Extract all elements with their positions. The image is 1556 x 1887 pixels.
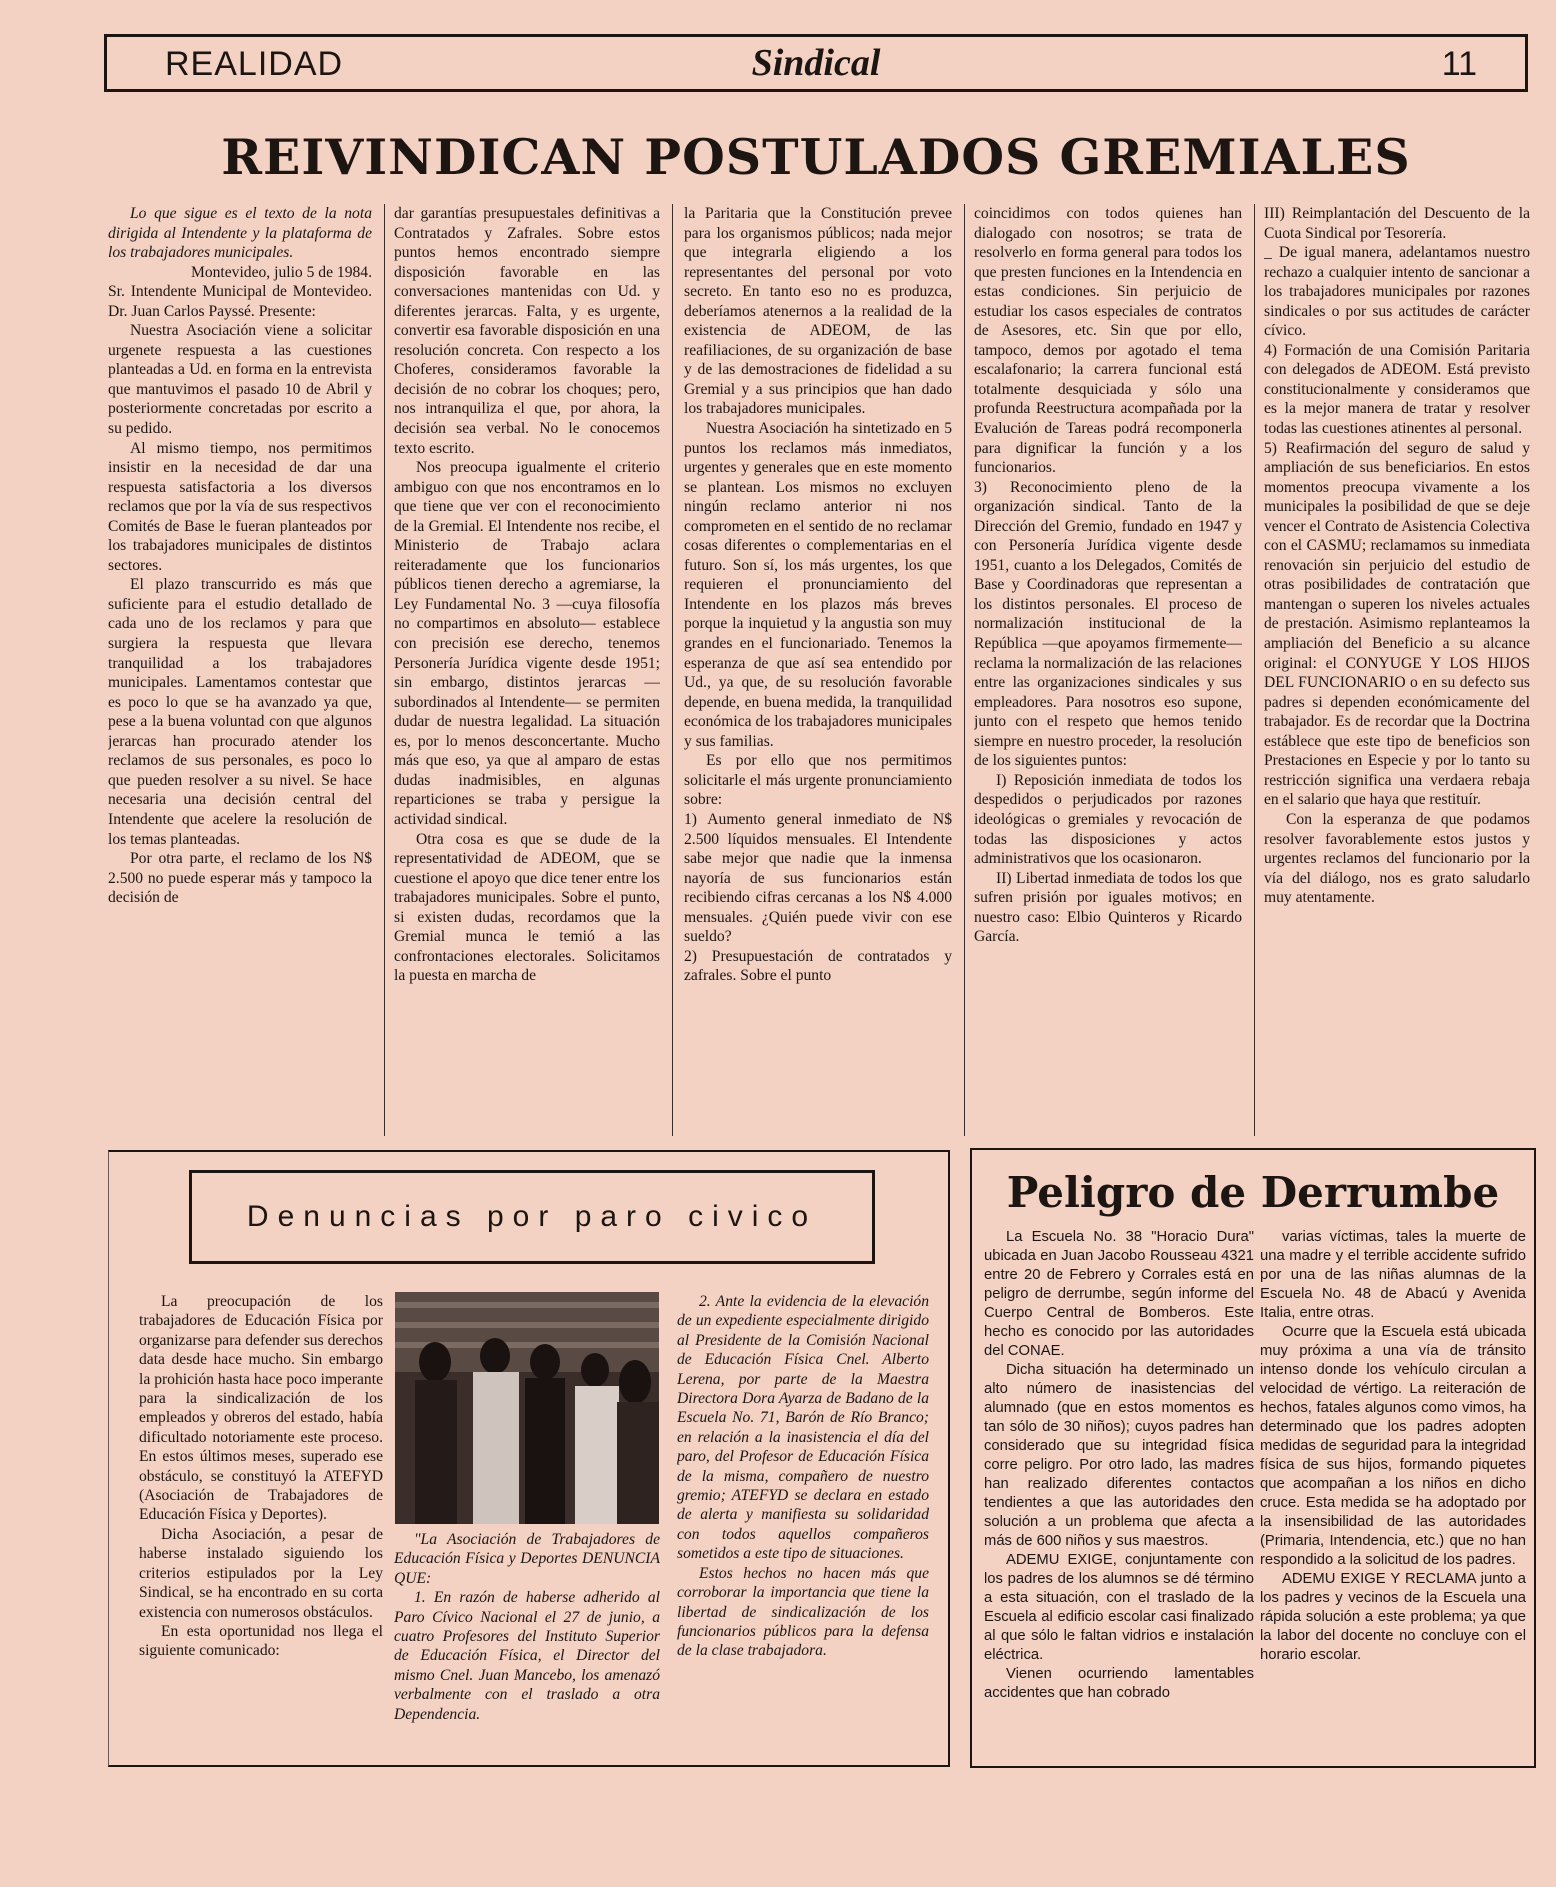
article-paragraph: Otra cosa es que se dude de la representatividad de ADEOM, que se cuestione el apoyo que dice tener entre los trabajadores municipales. Sobre el punto, si existen dudas, recordamos que la Gremial munca le temió a las confrontaciones electorales. Solicitamos la puesta en marcha de [394,830,660,985]
peligro-paragraph: Vienen ocurriendo lamentables accidentes que han cobrado [984,1666,1254,1701]
peligro-paragraph: ADEMU EXIGE, conjuntamente con los padres de los alumnos se dé término a esta situación, con el traslado de la Escuela al edificio escolar casi finalizado al que sólo le faltan vidrios e instalación eléctrica. [984,1552,1254,1663]
article-paragraph: Nuestra Asociación ha sintetizado en 5 puntos los reclamos más inmediatos, urgentes y generales que en este momento se plantean. Los mismos no excluyen ningún reclamo anterior ni nos comprometen en el sentido de no reclamar cosas diferentes o complementarias en el futuro. Son sí, los más urgentes, los que requieren el pronunciamiento del Intendente en los plazos más breves porque la inquietud y la angustia son muy grandes en el funcionariado. Tenemos la esperanza de que así sea entendido por Ud., ya que, de su resolución favorable depende, en buena medida, la tranquilidad económica de los trabajadores municipales y sus familias. [684,420,952,750]
caption-paragraph: "La Asociación de Trabajadores de Educación Física y Deportes DENUNCIA QUE: [394,1531,660,1587]
article-column-5 [1264,204,1530,1139]
article-paragraph: Por otra parte, el reclamo de los N$ 2.500 no puede esperar más y tampoco la decisión de [108,850,372,907]
page-number: 11 [1441,45,1477,83]
article-paragraph: Nos preocupa igualmente el criterio ambiguo con que nos encontramos en lo que tiene que ver con el reconocimiento de la Gremial. El Intendente nos recibe, el Ministerio de Trabajo aclara reiteradamente que los funcionarios públicos tienen derecho a agremiarse, la Ley Fundamental No. 3 —cuya filosofía no compartimos en absoluto— establece con precisión ese derecho, tenemos Personería Jurídica vigente desde 1951; sin embargo, distintos jerarcas —subordinados al Intendente— se permiten dudar de nuestra legalidad. La situación es, por lo menos desconcertante. Mucho más que eso, ya que al amparo de estas dudas inadmisibles, en algunas reparticiones se traba y persigue la actividad sindical. [394,459,660,828]
denuncias-title: Denuncias por paro civico [189,1170,875,1264]
article-paragraph: 2) Presupuestación de contratados y zafrales. Sobre el punto [684,947,952,985]
article-paragraph: II) Libertad inmediata de todos los que sufren prisión por iguales motivos; en nuestro caso: Elbio Quinteros y Ricardo García. [974,869,1242,946]
denuncias-paragraph: Dicha Asociación, a pesar de haberse instalado siguiendo los criterios estipulados por la Ley Sindical, se ha encontrado en su corta existencia con numerosos obstáculos. [139,1525,383,1621]
article-paragraph: III) Reimplantación del Descuento de la Cuota Sindical por Tesorería. [1264,205,1530,242]
peligro-article [970,1148,1536,1768]
column-divider [384,204,385,1136]
denuncias-column-left [139,1292,383,1762]
denuncias-column-right [677,1292,929,1762]
article-paragraph: _ De igual manera, adelantamos nuestro rechazo a cualquier intento de sancionar a los trabajadores municipales por razones sindicales o por sus actitudes de carácter cívico. [1264,244,1530,340]
article-paragraph: coincidimos con todos quienes han dialogado con nosotros; se trata de resolverlo en forma general para todos los que presten funciones en la Intendencia en estas condiciones. Sin perjuicio de estudiar los casos especiales de contratos de Asesores, etc. Sin que por ello, tampoco, demos por agotado el tema escalafonario; la carrera funcional está totalmente desquiciada y sólo una profunda Reestructura acompañada por la Evalución de Tareas podrá recomponerla para dignificar la función y a los funcionarios. [974,205,1242,477]
article-paragraph: El plazo transcurrido es más que suficiente para el estudio detallado de cada uno de los reclamos y para que surgiera la respuesta que llevara tranquilidad a los trabajadores municipales. Lamentamos contestar que es poco lo que se ha avanzado ya que, pese a la buena voluntad con que algunos jerarcas han procurado atender los reclamos de sus personales, es poco lo que pueden resolver a su nivel. Se hace necesaria una decisión central del Intendente que acelere la resolución de los temas planteadas. [108,576,372,848]
column-divider [964,204,965,1136]
photo-group-of-people [395,1292,659,1524]
article-paragraph: 1) Aumento general inmediato de N$ 2.500 líquidos mensuales. El Intendente sabe mejor que nadie que la inmensa nayoría de sus funcionarios están recibiendo cifras cercanas a los N$ 4.000 mensuales. ¿Quién puede vivir con ese sueldo? [684,810,952,946]
section-name: REALIDAD [165,45,344,83]
peligro-paragraph: Dicha situación ha determinado un alto número de inasistencias del alumnado (que en estos momentos es tan sólo de 30 niños); cuyos padres han considerado que su integridad física corre peligro. Por otro lado, las madres han realizado diferentes contactos tendientes a que las autoridades den solución a un problema que afecta a más de 600 niños y sus maestros. [984,1362,1254,1549]
article-paragraph: I) Reposición inmediata de todos los despedidos o perjudicados por razones ideológicas o gremiales y revocación de todas las disposiciones y actos administrativos que los ocasionaron. [974,771,1242,868]
article-paragraph: la Paritaria que la Constitución prevee para los organismos públicos; nada mejor que integrarla eligiendo a los representantes del personal por voto secreto. En tanto eso no es produzca, deberíamos atenernos a la realidad de la existencia de ADEOM, de las reafiliaciones, de su organización de base y de las demostraciones de fidelidad a su Gremial y a sus principios que han dado los trabajadores municipales. [684,205,952,418]
section-subtitle: Sindical [751,42,881,84]
denuncias-paragraph: La preocupación de los trabajadores de Educación Física por organizarse para defender sus derechos data desde hace mucho. Sin embargo la prohición hasta hace poco imperante para la sindicalización de los empleados y obreros del estado, había dificultado notoriamente este proceso. En estos últimos meses, superado ese obstáculo, se constituyó la ATEFYD (Asociación de Trabajadores de Educación Física y Deportes). [139,1293,383,1524]
column-divider [1254,204,1255,1136]
photo-caption [394,1530,660,1756]
article-paragraph: dar garantías presupuestales definitivas a Contratados y Zafrales. Sobre estos puntos hemos encontrado siempre disposición favorable en las conversaciones mantenidas con Ud. y diferentes jerarcas. Falta, y es urgente, convertir esa favorable disposición en una resolución concreta. Con respecto a los Choferes, consideramos favorable la decisión de no cobrar los choques; pero, nos intranquiliza el que, por ahora, la decisión sea verbal. No le conocemos texto escrito. [394,205,660,457]
main-headline: REIVINDICAN POSTULADOS GREMIALES [221,128,1411,186]
peligro-paragraph: Ocurre que la Escuela está ubicada muy próxima a una vía de tránsito intenso donde los vehículo circulan a velocidad de vértigo. La reiteración de hechos, fatales algunos como vimos, ha determinado que los padres adopten medidas de seguridad para la integridad física de sus hijos, formando piquetes que acompañan a los niños en dicho cruce. Esta medida se ha adoptado por la insensibilidad de las autoridades (Primaria, Intendencia, etc.) que no han respondido a la solicitud de los padres. [1260,1324,1526,1568]
column-divider [672,204,673,1136]
peligro-title: Peligro de Derrumbe [1006,1168,1500,1217]
article-paragraph: 4) Formación de una Comisión Paritaria con delegados de ADEOM. Está previsto constitucionalmente y consideramos que es la mejor manera de tratar y resolver todas las cuestiones atinentes al personal. [1264,341,1530,438]
article-column-1 [108,204,372,1139]
article-column-4 [974,204,1242,1139]
peligro-column-left [984,1228,1254,1758]
article-paragraph: Lo que sigue es el texto de la nota dirigida al Intendente y la plataforma de los trabajadores municipales. [108,205,372,262]
denuncias-article [108,1150,950,1767]
article-paragraph: 5) Reafirmación del seguro de salud y ampliación de sus beneficiarios. En estos momentos preocupa vivamente a los municipales la posibilidad de que se deje vencer el Contrato de Asistencia Colectiva con el CASMU; reclamamos su inmediata renovación sin perjuicio del estudio de otras posibilidades de contratación que mantengan o superen los niveles actuales de prestación. Asimismo replanteamos la ampliación del Beneficio a su alcance original: el CONYUGE Y LOS HIJOS DEL FUNCIONARIO o en su defecto sus padres si dependen económicamente del trabajador. Es de recordar que la Doctrina estáblece que este tipo de beneficios son Prestaciones en Especie y por lo tanto su restricción significa una verdaera rebaja en el salario que haya que restituír. [1264,439,1530,809]
article-column-2 [394,204,660,1139]
article-paragraph: Montevideo, julio 5 de 1984. [190,263,372,281]
denuncias-paragraph: 2. Ante la evidencia de la elevación de un expediente especialmente dirigido al Presidente de la Comisión Nacional de Educación Física Cnel. Alberto Lerena, por parte de la Maestra Directora Dora Ayarza de Badano de la Escuela No. 71, Barón de Río Branco; en relación a la inasistencia el día del paro, del Profesor de Educación Física de la misma, compañero de nuestro gremio; ATEFYD se declara en estado de alerta y manifiesta su solidaridad con todos aquellos compañeros sometidos a este tipo de situaciones. [677,1293,929,1563]
article-paragraph: Al mismo tiempo, nos permitimos insistir en la necesidad de dar una respuesta satisfactoria a los diversos reclamos que por la vía de sus respectivos Comités de Base le fueran planteados por los trabajadores municipales de distintos sectores. [108,439,372,574]
masthead [104,34,1528,92]
peligro-paragraph: ADEMU EXIGE Y RECLAMA junto a los padres y vecinos de la Escuela una rápida solución a este problema; ya que la labor del docente no concluye con el horario escolar. [1260,1571,1526,1663]
article-column-3 [684,204,952,1139]
article-paragraph: Nuestra Asociación viene a solicitar urgenete respuesta a las cuestiones planteadas a Ud. en forma en la entrevista que mantuvimos el pasado 10 de Abril y posteriormente concretadas por escrito a su pedido. [108,322,372,438]
denuncias-paragraph: Estos hechos no hacen más que corroborar la importancia que tiene la libertad de sindicalización de los funcionarios públicos para la defensa de la clase trabajadora. [677,1564,929,1660]
article-paragraph: Con la esperanza de que podamos resolver favorablemente estos justos y urgentes reclamos del funcionario por la vía del diálogo, nos es grato saludarlo muy atentamente. [1264,810,1530,907]
article-paragraph: Es por ello que nos permitimos solicitarle el más urgente pronunciamiento sobre: [684,752,952,809]
peligro-column-right [1260,1228,1526,1758]
article-paragraph: Sr. Intendente Municipal de Montevideo. Dr. Juan Carlos Payssé. Presente: [108,283,372,320]
caption-paragraph: 1. En razón de haberse adherido al Paro Cívico Nacional el 27 de junio, a cuatro Profesores del Instituto Superior de Educación Física, el Director del mismo Cnel. Juan Mancebo, los amenazó verbalmente con el traslado a otra Dependencia. [394,1589,660,1723]
denuncias-paragraph: En esta oportunidad nos llega el siguiente comunicado: [139,1622,383,1660]
photo-image [395,1292,659,1524]
peligro-paragraph: varias víctimas, tales la muerte de una madre y el terrible accidente sufrido por una de las niñas alumnas de la Escuela No. 48 de Abacú y Avenida Italia, entre otras. [1260,1229,1526,1321]
article-paragraph: 3) Reconocimiento pleno de la organización sindical. Tanto de la Dirección del Gremio, fundado en 1947 y con Personería Jurídica vigente desde 1951, cuanto a los Delegados, Comités de Base y Coordinadoras que representan a los distintos personales. El proceso de normalización institucional de la República —que apoyamos firmemente— reclama la normalización de las relaciones entre las organizaciones sindicales y sus empleadores. Para nosotros eso supone, junto con el respeto que hemos tenido siempre en nuestro proceder, la resolución de los siguientes puntos: [974,478,1242,770]
peligro-paragraph: La Escuela No. 38 "Horacio Dura" ubicada en Juan Jacobo Rousseau 4321 entre 20 de Febrero y Corrales está en peligro de derrumbe, según informe del Cuerpo Central de Bomberos. Este hecho es conocido por las autoridades del CONAE. [984,1229,1254,1359]
